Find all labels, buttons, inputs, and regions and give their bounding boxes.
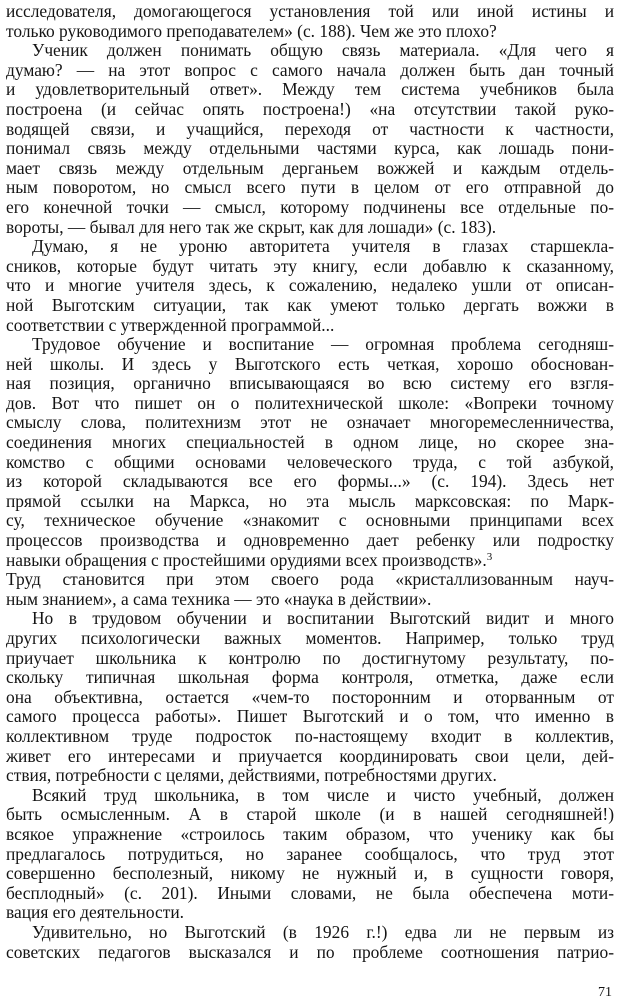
text-line: вация его деятельности. — [6, 902, 185, 923]
text-line: она объективна, остается «чем-то посторонним и оторванным от — [6, 686, 614, 707]
text-line: построена (и сейчас опять построена!) «на отсутствии такой руко- — [6, 98, 614, 119]
text-line: ным поворотом, но смысл всего пути в целом от его отправной до — [6, 177, 614, 198]
paragraph-start-line: Думаю, я не уроню авторитета учителя в глазах старшекла- — [32, 236, 614, 257]
text-line: мает связь между отдельным дерганьем вожжей и каждым отдель- — [6, 157, 614, 178]
text-line: что и многие учителя здесь, к сожалению, недалеко ушли от описан- — [6, 275, 614, 296]
paragraph-start-line: Но в трудовом обучении и воспитании Выготский видит и много — [32, 608, 614, 629]
text-line: прямой ссылки на Маркса, но эта мысль марксовская: по Марк- — [6, 490, 614, 511]
text-line: всякое упражнение «строилось таким образом, что ученику как бы — [6, 823, 614, 844]
text-line: скольку типичная школьная форма контроля, отметка, даже если — [6, 667, 614, 688]
text-line: ным знанием», а сама техника — это «наука в действии». — [6, 588, 432, 609]
paragraph-start-line: Трудовое обучение и воспитание — огромная проблема сегодняш- — [32, 334, 614, 355]
text-line: ная позиция, органично вписывающаяся во всю систему его взгля- — [6, 373, 614, 394]
text-line: быть осмысленным. А в старой школе (и в нашей сегодняшней!) — [6, 804, 614, 825]
text-line: ней школы. И здесь у Выготского есть четкая, хорошо обоснован- — [6, 353, 614, 374]
text-line: других психологически важных моментов. Например, только труд — [6, 628, 614, 648]
text-line: только руководимого преподавателем» (с. 188). Чем же это плохо? — [6, 20, 497, 41]
text-line: дов. Вот что пишет он о политехнической школе: «Вопреки точному — [6, 392, 614, 413]
text-line: исследователя, домогающегося установления той или иной истины и — [6, 1, 614, 21]
paragraph-start-line: Удивительно, но Выготский (в 1926 г.!) едва ли не первым из — [32, 921, 614, 942]
text-line: предлагалось потрудиться, но заранее сообщалось, что труд этот — [6, 843, 614, 864]
text-line: вороты, — бывал для него так же скрыт, как для лошади» (с. 183). — [6, 216, 497, 237]
text-line: коллективном труде подросток по-настоящему входит в коллектив, — [6, 725, 614, 746]
text-line: су, техническое обучение «знакомит с основными принципами всех — [6, 510, 614, 531]
text-line: бесплодный» (с. 201). Иными словами, не была обеспечена моти- — [6, 882, 614, 903]
text-line: смыслу слова, политехнизм этот не означает многоремесленничества, — [6, 412, 614, 433]
text-line: водящей связи, и учащийся, переходя от частности к частности, — [6, 118, 614, 139]
text-line: ной Выготским ситуации, так как умеют только дергать вожжи в — [6, 294, 614, 315]
text-line: комство с общими основами человеческого труда, с той азбукой, — [6, 451, 614, 472]
text-line: самого процесса работы». Пишет Выготский и о том, что именно в — [6, 706, 614, 727]
text-line: совершенно бесполезный, никому не нужный и, в сущности говоря, — [6, 863, 614, 884]
text-line: ствия, потребности с целями, действиями, потребностями других. — [6, 765, 497, 786]
text-line: советских педагогов высказался и по проблеме соотношения патрио- — [6, 941, 614, 962]
text-line: живет его интересами и приучается координировать свои цели, дей- — [6, 745, 614, 766]
text-line: процессов производства и одновременно дает ребенку или подростку — [6, 530, 614, 551]
paragraph-start-line: Всякий труд школьника, в том числе и чисто учебный, должен — [32, 784, 614, 805]
text-line-with-footnote — [6, 551, 614, 571]
text-line: сников, которые будут читать эту книгу, если добавлю к сказанному, — [6, 255, 614, 276]
text-line: соединения многих специальностей в одном лице, но скорее зна- — [6, 432, 614, 453]
page-number: 71 — [598, 985, 612, 1000]
text-line: его конечной точки — смысл, которому подчинены все отдельные по- — [6, 196, 614, 217]
text-line: из которой складываются все его формы...» (с. 194). Здесь нет — [6, 471, 614, 492]
text-line: Труд становится при этом своего рода «кристаллизованным науч- — [6, 569, 614, 590]
footnote-marker: 3 — [486, 550, 493, 563]
text-line: понимал связь между отдельными частями курса, как лошадь пони- — [6, 138, 614, 159]
paragraph-start-line: Ученик должен понимать общую связь материала. «Для чего я — [32, 40, 614, 61]
text-line: и удовлетворительный ответ». Между тем система учебников была — [6, 79, 614, 100]
text-line: соответствии с утвержденной программой... — [6, 314, 335, 335]
text-line: навыки обращения с простейшими орудиями всех производств». — [6, 549, 487, 570]
text-line: думаю? — на этот вопрос с самого начала должен быть дан точный — [6, 59, 614, 80]
text-line: приучает школьника к контролю по достигнутому результату, по- — [6, 647, 614, 668]
